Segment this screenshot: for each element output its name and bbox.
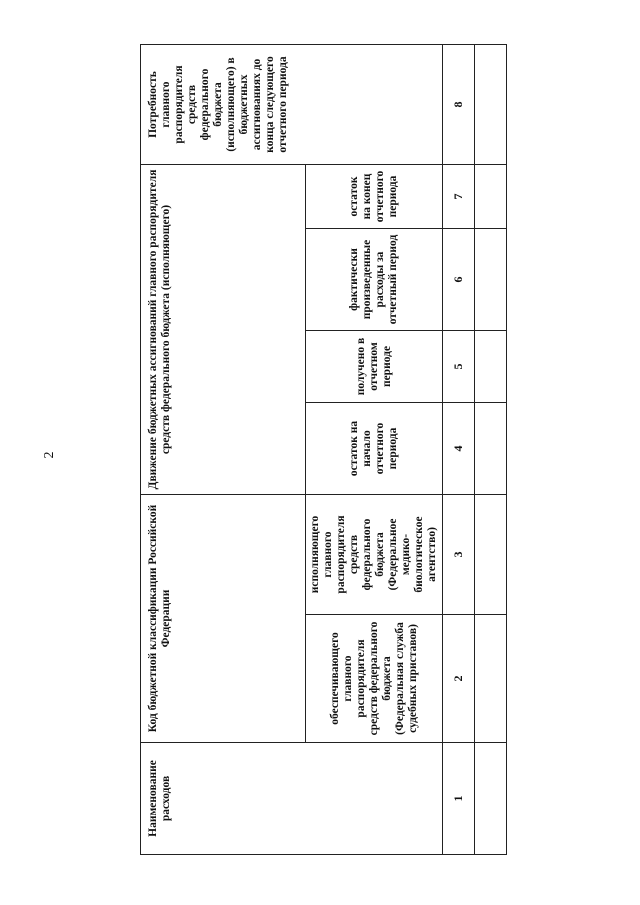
empty-cell (475, 743, 507, 855)
empty-cell (475, 165, 507, 229)
rotated-table-sheet (140, 45, 500, 855)
column-number: 4 (443, 403, 475, 495)
rotated-table-container (140, 45, 500, 855)
column-number: 2 (443, 615, 475, 743)
header-budget-code: Код бюджетной классификации Российской Федерации (141, 495, 306, 743)
empty-cell (475, 229, 507, 331)
empty-cell (475, 495, 507, 615)
header-code-provider: обеспечивающего главного распорядителя средств федерального бюджета (Федеральная служба судебных приставов) (306, 615, 443, 743)
empty-cell (475, 403, 507, 495)
empty-cell (475, 45, 507, 165)
column-numbers-row (443, 45, 475, 855)
column-number: 5 (443, 331, 475, 403)
header-budget-movement: Движение бюджетных ассигнований главного распорядителя средств федерального бюджета (исполняющего) (141, 165, 306, 495)
empty-data-row (475, 45, 507, 855)
header-received: получено в отчетном периоде (306, 331, 443, 403)
header-actual-expenses: фактически произведенные расходы за отчетный период (306, 229, 443, 331)
column-number: 6 (443, 229, 475, 331)
header-need: Потребность главного распорядителя средств федерального бюджета (исполняющего) в бюджетных ассигнованиях до конца следующего отчетного периода (141, 45, 443, 165)
empty-cell (475, 615, 507, 743)
header-balance-start: остаток на начало отчетного периода (306, 403, 443, 495)
header-balance-end: остаток на конец отчетного периода (306, 165, 443, 229)
header-expense-name: Наименование расходов (141, 743, 443, 855)
column-number: 1 (443, 743, 475, 855)
page-number: 2 (42, 451, 57, 459)
empty-cell (475, 331, 507, 403)
column-number: 8 (443, 45, 475, 165)
header-code-executor: исполняющего главного распорядителя средств федерального бюджета (Федеральное медико-биологическое агентство) (306, 495, 443, 615)
budget-allocation-table (140, 44, 507, 855)
column-number: 7 (443, 165, 475, 229)
column-number: 3 (443, 495, 475, 615)
